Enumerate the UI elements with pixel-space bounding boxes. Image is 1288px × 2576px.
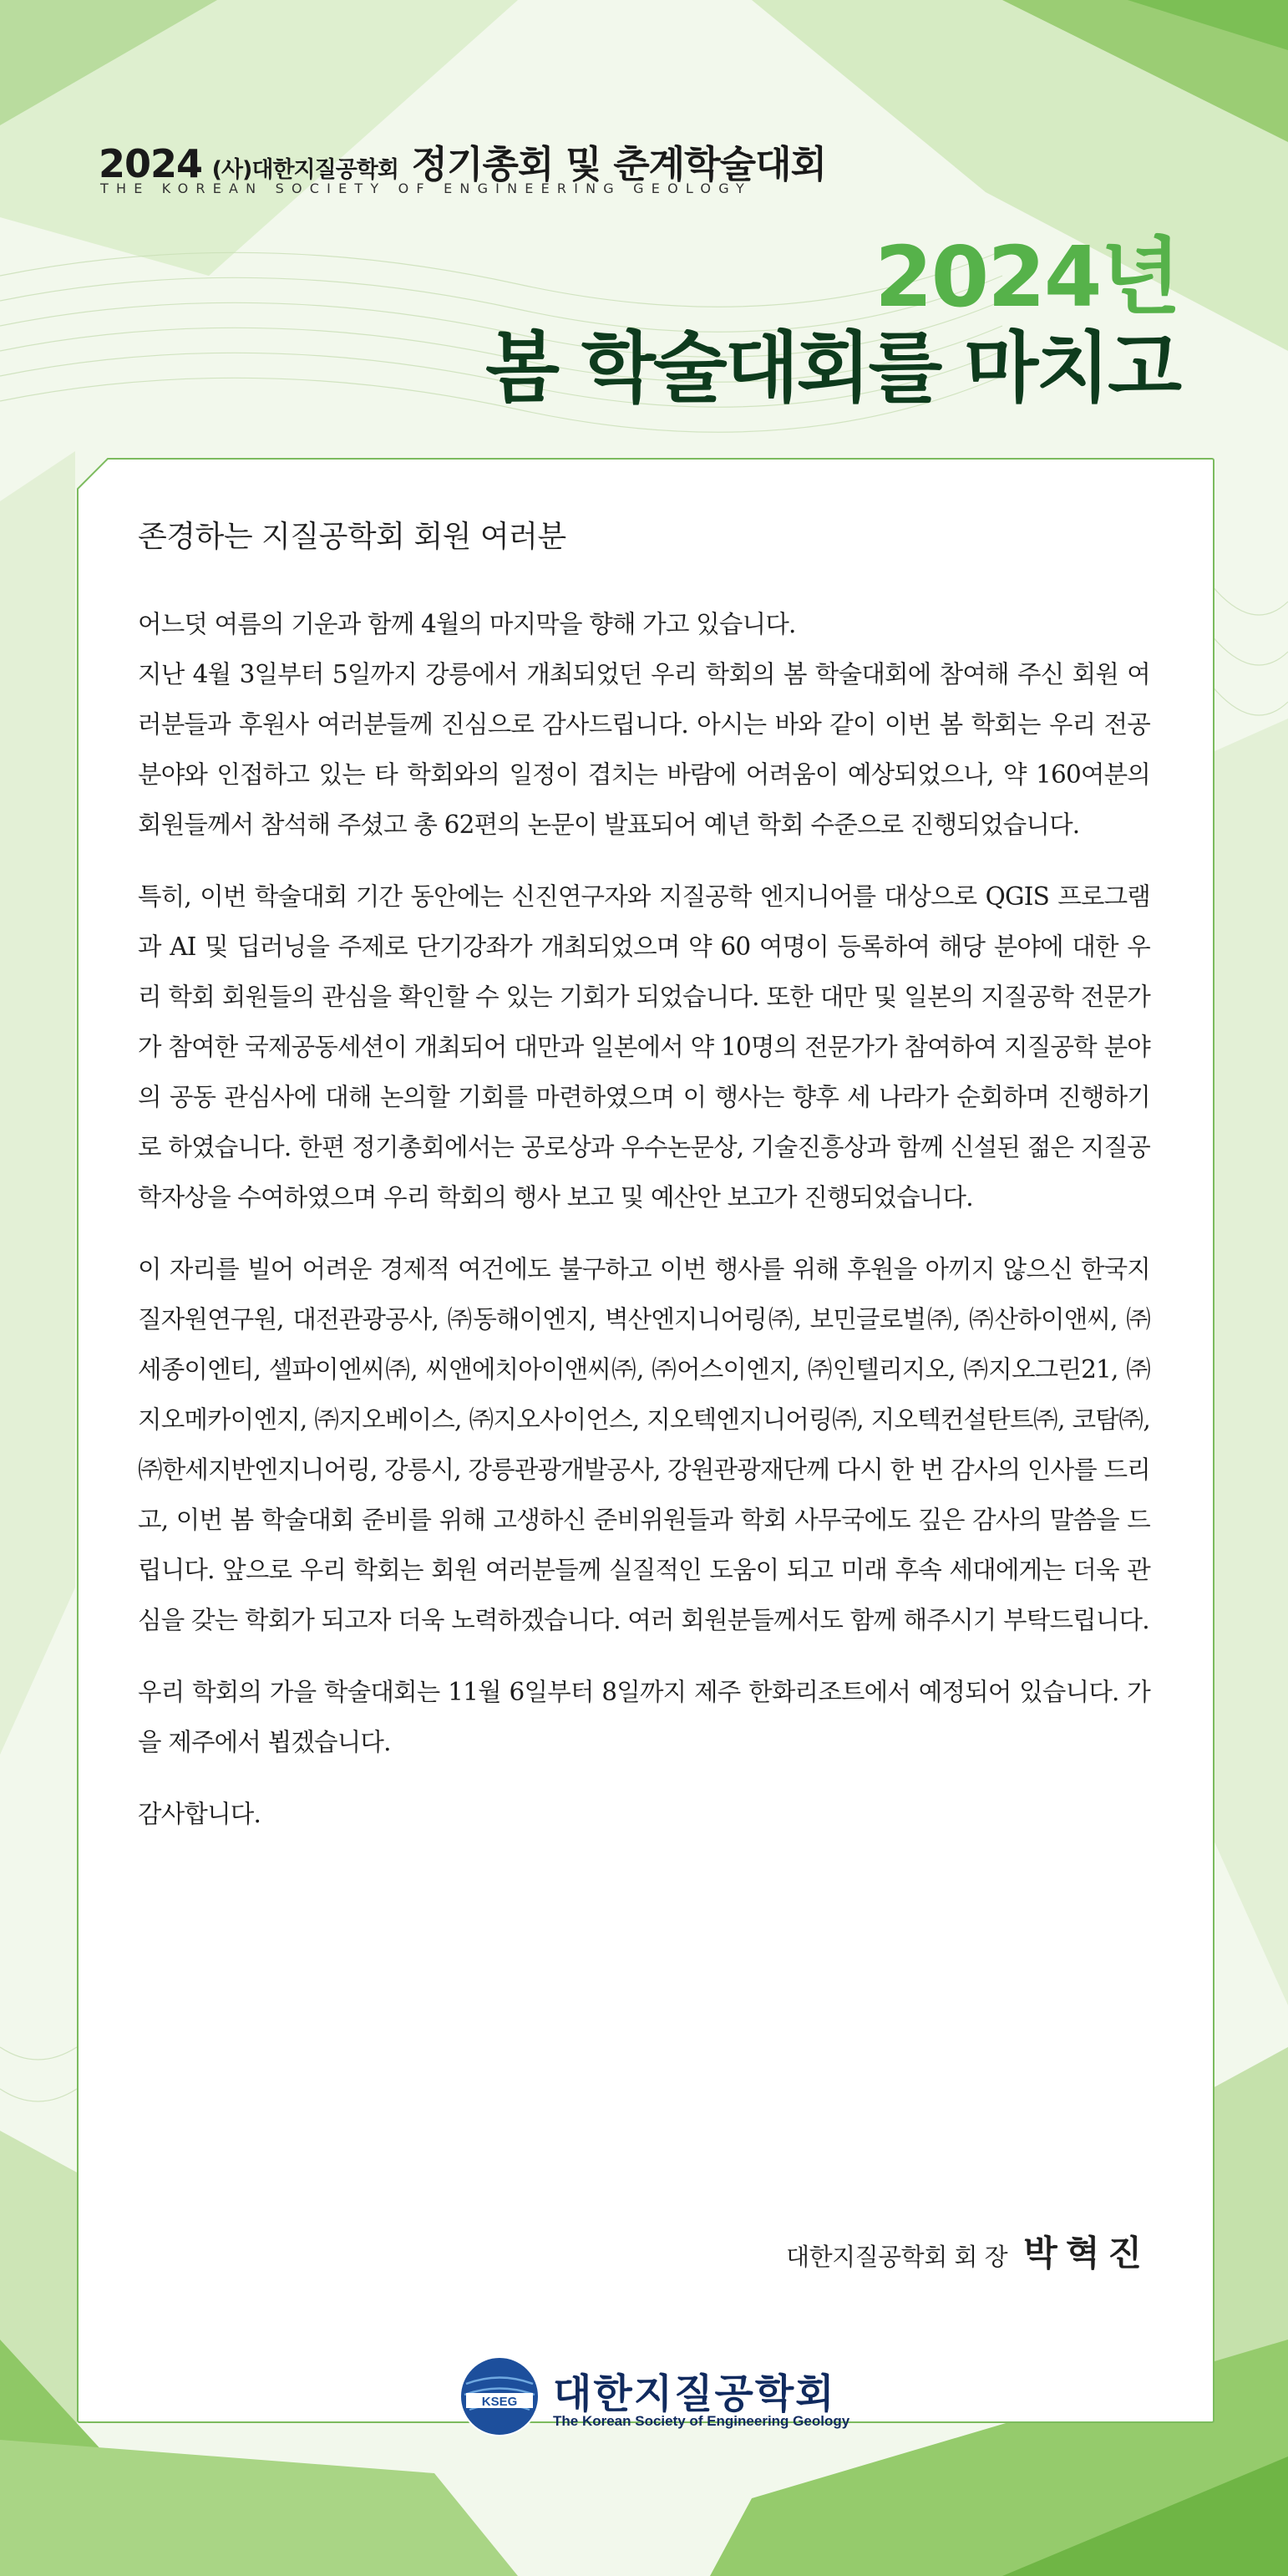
salutation: 존경하는 지질공학회 회원 여러분 <box>138 520 566 554</box>
page-title: 봄 학술대회를 마치고 <box>485 323 1179 413</box>
logo-text: KSEG <box>481 2395 518 2409</box>
paragraph-3: 이 자리를 빌어 어려운 경제적 여건에도 불구하고 이번 행사를 위해 후원을 아끼지 않으신 한국지질자원연구원, 대전관광공사, ㈜동해이엔지, 벽산엔지니어링㈜, 보민글로벌㈜, ㈜산하이앤씨, ㈜세종이엔티, 셀파이엔씨㈜, 씨앤에치아이앤씨㈜, ㈜어스이엔지, ㈜인텔리지오, ㈜지오그린21, ㈜지오메카이엔지, ㈜지오베이스, ㈜지오사이언스, 지오텍엔지니어링㈜, 지오텍컨설탄트㈜, 코탐㈜, ㈜한세지반엔지니어링, 강릉시, 강릉관광개발공사, 강원관광재단께 다시 한 번 감사의 인사를 드리고, 이번 봄 학술대회 준비를 위해 고생하신 준비위원들과 학회 사무국에도 깊은 감사의 말씀을 드립니다. 앞으로 우리 학회는 회원 여러분들께 실질적인 도움이 되고 미래 후속 세대에게는 더욱 관심을 갖는 학회가 되고자 더욱 노력하겠습니다. 여러 회원분들께서도 함께 해주시기 부탁드립니다. <box>138 1254 1150 1634</box>
paragraph-2: 특히, 이번 학술대회 기간 동안에는 신진연구자와 지질공학 엔지니어를 대상으로 QGIS 프로그램과 AI 및 딥러닝을 주제로 단기강좌가 개최되었으며 약 60 여명이 등록하여 해당 분야에 대한 우리 학회 회원들의 관심을 확인할 수 있는 기회가 되었습니다. 또한 대만 및 일본의 지질공학 전문가가 참여한 국제공동세션이 개최되어 대만과 일본에서 약 10명의 전문가가 참여하여 지질공학 분야의 공동 관심사에 대해 논의할 기회를 마련하였으며 이 행사는 향후 세 나라가 순회하며 진행하기로 하였습니다. 한편 정기총회에서는 공로상과 우수논문상, 기술진흥상과 함께 신설된 젊은 지질공학자상을 수여하였으며 우리 학회의 행사 보고 및 예산안 보고가 진행되었습니다. <box>138 882 1150 1212</box>
kseg-logo-icon <box>458 2355 541 2438</box>
paragraph-1-body: 지난 4월 3일부터 5일까지 강릉에서 개최되었던 우리 학회의 봄 학술대회에 참여해 주신 회원 여러분들과 후원사 여러분들께 진심으로 감사드립니다. 아시는 바와 같이 이번 봄 학회는 우리 전공 분야와 인접하고 있는 타 학회와의 일정이 겹치는 바람에 어려움이 예상되었으나, 약 160여분의 회원들께서 참석해 주셨고 총 62편의 논문이 발표되어 예년 학회 수준으로 진행되었습니다. <box>138 659 1150 839</box>
paragraph-4: 우리 학회의 가을 학술대회는 11월 6일부터 8일까지 제주 한화리조트에서 예정되어 있습니다. 가을 제주에서 뵙겠습니다. <box>138 1677 1150 1756</box>
paragraph-1 <box>138 599 1150 850</box>
paragraph-1-first-line: 어느덧 여름의 기운과 함께 4월의 마지막을 향해 가고 있습니다. <box>138 609 796 638</box>
card-corner-decoration <box>77 458 127 508</box>
organization-name: 대한지질공학회 <box>553 2370 836 2417</box>
society-english-name: THE KOREAN SOCIETY OF ENGINEERING GEOLOGY <box>100 180 752 196</box>
closing: 감사합니다. <box>138 1799 261 1828</box>
signature-name: 박혁진 <box>1023 2233 1150 2274</box>
signature-title: 대한지질공학회 회 장 <box>786 2243 1008 2271</box>
title-year: 2024년 <box>875 228 1179 326</box>
signature <box>786 2226 1150 2276</box>
society-short-name: (사)대한지질공학회 <box>211 157 398 183</box>
letter-body <box>138 518 1150 1839</box>
event-year: 2024 <box>99 141 203 186</box>
event-name: 정기총회 및 춘계학술대회 <box>411 142 827 186</box>
organization-english-name: The Korean Society of Engineering Geology <box>553 2413 850 2429</box>
